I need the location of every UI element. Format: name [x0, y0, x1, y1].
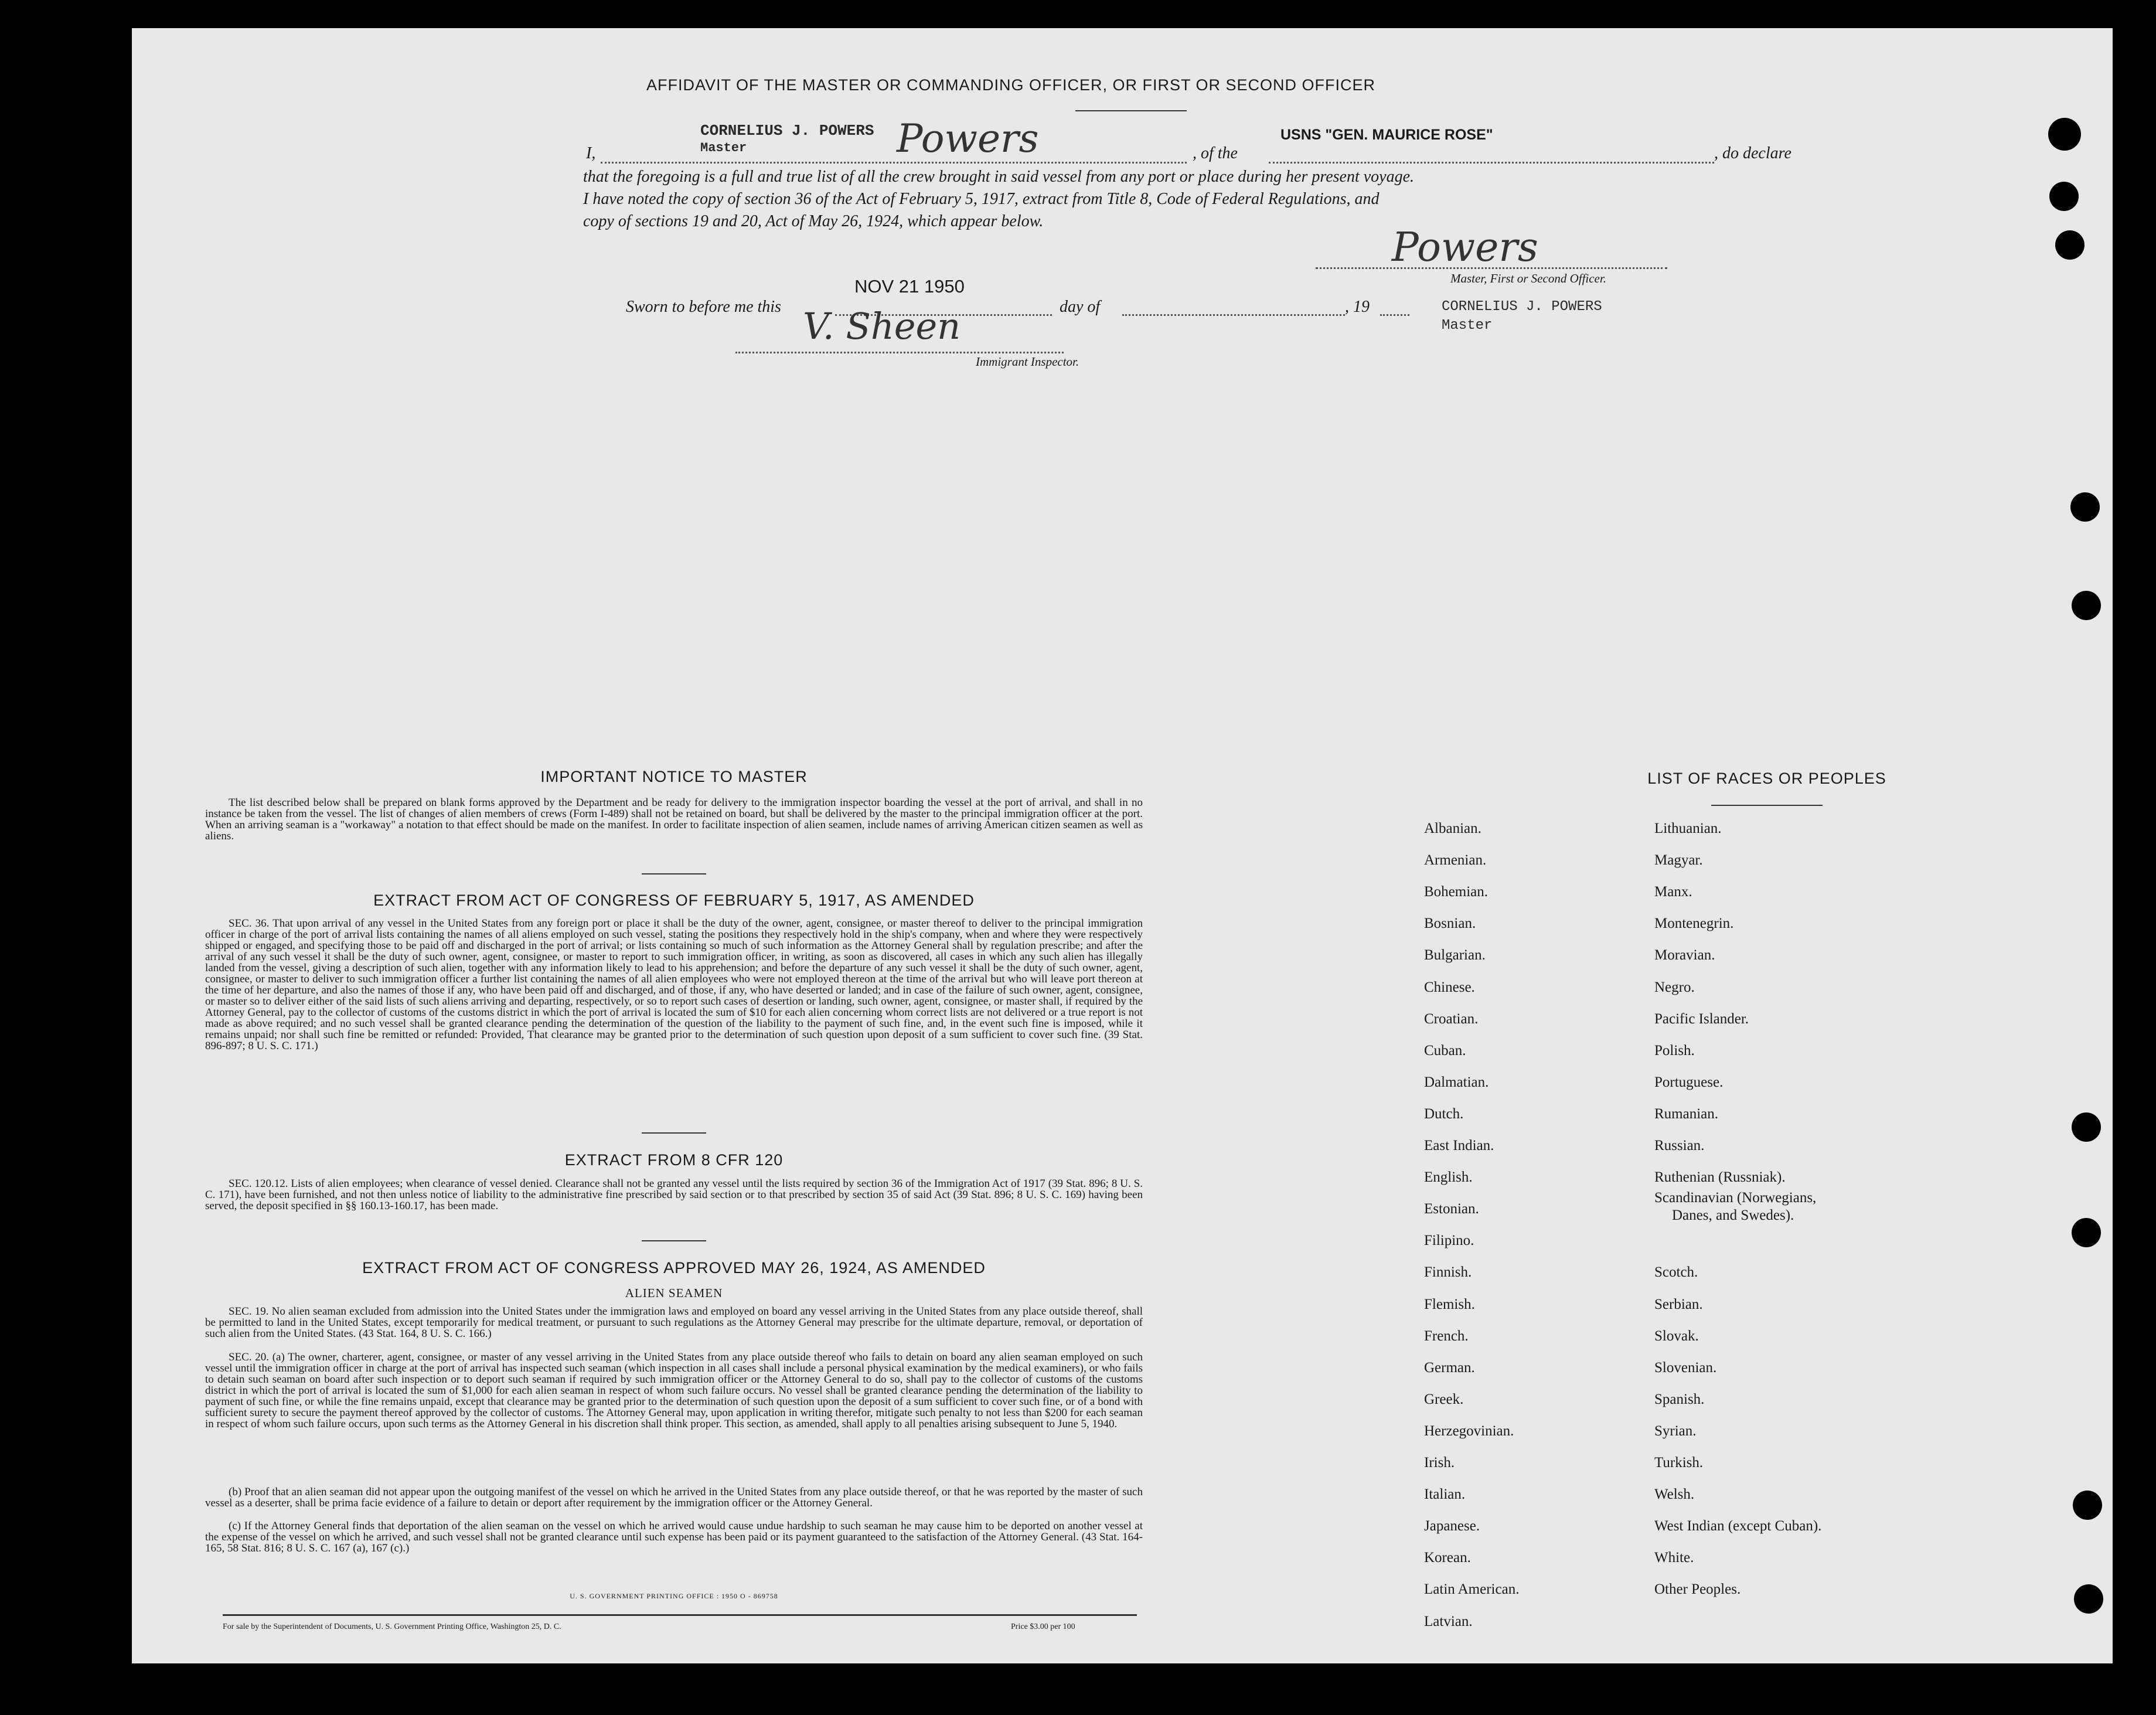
race-item: Korean.: [1424, 1550, 1471, 1566]
race-item: Japanese.: [1424, 1518, 1480, 1534]
affidavit-line-4: copy of sections 19 and 20, Act of May 26, 1924, which appear below.: [583, 212, 1044, 230]
race-item: English.: [1424, 1169, 1473, 1186]
title-divider: [1075, 110, 1187, 111]
race-item: Armenian.: [1424, 852, 1487, 869]
race-item: Welsh.: [1654, 1486, 1695, 1503]
race-item: Filipino.: [1424, 1233, 1474, 1249]
notice-title: IMPORTANT NOTICE TO MASTER: [540, 768, 808, 785]
punch-hole: [2072, 591, 2101, 620]
stamp2-rank: Master: [1442, 318, 1493, 334]
document-page: [132, 28, 2113, 1663]
races-title-divider: [1711, 805, 1823, 806]
race-item: German.: [1424, 1359, 1475, 1376]
footer-rule: [223, 1614, 1137, 1616]
race-item: Pacific Islander.: [1654, 1010, 1749, 1027]
section-divider: [642, 873, 706, 874]
race-item: Irish.: [1424, 1455, 1455, 1471]
race-item: Flemish.: [1424, 1296, 1475, 1312]
race-item: Finnish.: [1424, 1264, 1472, 1281]
extract-cfr-text: SEC. 120.12. Lists of alien employees; when clearance of vessel denied. Clearance shall not be granted any vessel until the lists required by section 36 of the Immigration Act of 1917 (39 Stat. 896; 8 U. S. C. 171), have been furnished, and not then unless notice of liability to the administrative fine prescribed by said section or to that prescribed by section 35 of said Act (39 Stat. 896; 8 U. S. C. 169) having been served, the deposit specified in §§ 160.13-160.17, has been made.: [205, 1178, 1143, 1212]
race-item: Herzegovinian.: [1424, 1423, 1514, 1439]
year-text: , 19: [1345, 298, 1370, 316]
extract-1924-p3: (b) Proof that an alien seaman did not appear upon the outgoing manifest of the vessel on which he arrived in the United States from any place outside thereof, or that he was reported by the master of such vessel as a deserter, shall be prima facie evidence of a failure to detain or deport after requirement by the immigration officer or the Attorney General.: [205, 1486, 1143, 1509]
extract-cfr-title: EXTRACT FROM 8 CFR 120: [564, 1151, 784, 1169]
stamp2-name: CORNELIUS J. POWERS: [1442, 299, 1602, 315]
price-text: Price $3.00 per 100: [1011, 1622, 1075, 1631]
sworn-text: Sworn to before me this: [626, 298, 781, 316]
race-item: Cuban.: [1424, 1042, 1466, 1059]
race-item: Magyar.: [1654, 852, 1703, 869]
extract-1924-p1: SEC. 19. No alien seaman excluded from admission into the United States under the immigration laws and employed on board any vessel arriving in the United States from any place outside thereof, shall be permitted to land in the United States, except temporarily for medical treatment, or pursuant to such regulations as the Attorney General may prescribe for the ultimate departure, removal, or deportation of such alien from the United States. (43 Stat. 164, 8 U. S. C. 166.): [205, 1305, 1143, 1340]
master-signature: Powers: [897, 116, 1039, 161]
notice-text: The list described below shall be prepared on blank forms approved by the Department and be ready for delivery to the immigration inspector boarding the vessel at the port of arrival, and shall in no instance be taken from the vessel. The list of changes of alien members of crews (Form I-489) shall not be retained on board, but shall be delivered by the master to the principal immigration officer at the port. When an arriving seaman is a "workaway" a notation to that effect should be made on the manifest. In order to facilitate inspection of alien seamen, include names of arriving American citizen seamen as well as aliens.: [205, 797, 1143, 842]
race-item: Albanian.: [1424, 821, 1481, 836]
race-item: Bulgarian.: [1424, 947, 1486, 964]
day-of-text: day of: [1060, 298, 1101, 316]
race-item: Scotch.: [1654, 1264, 1698, 1281]
race-item: Serbian.: [1654, 1296, 1703, 1312]
race-item: Spanish.: [1654, 1391, 1705, 1407]
stamped-name: CORNELIUS J. POWERS: [700, 122, 874, 139]
race-item: Bohemian.: [1424, 884, 1489, 900]
date-stamp: NOV 21 1950: [854, 276, 965, 297]
inspector-line: [735, 352, 1064, 353]
punch-hole: [2055, 230, 2085, 260]
gpo-imprint: U. S. GOVERNMENT PRINTING OFFICE : 1950 O - 869758: [570, 1592, 778, 1600]
punch-hole: [2070, 492, 2100, 522]
race-item: Bosnian.: [1424, 916, 1476, 932]
punch-hole: [2049, 182, 2079, 211]
inspector-caption: Immigrant Inspector.: [976, 355, 1079, 369]
punch-hole: [2072, 1218, 2101, 1247]
race-item: Dalmatian.: [1424, 1074, 1489, 1090]
race-item: Russian.: [1654, 1138, 1705, 1153]
affidavit-line-2: that the foregoing is a full and true list of all the crew brought in said vessel from any port or place during her present voyage.: [583, 168, 1415, 186]
extract-1924-subtitle: ALIEN SEAMEN: [625, 1286, 723, 1300]
race-item: Greek.: [1424, 1391, 1464, 1407]
race-item: Slovak.: [1654, 1328, 1699, 1344]
affidavit-i: I,: [586, 144, 596, 162]
extract-1917-text: SEC. 36. That upon arrival of any vessel in the United States from any foreign port or place it shall be the duty of the owner, agent, consignee, or master thereof to deliver to the principal immigration officer in charge of the port of arrival lists containing the names of all aliens employed on such vessel, stating the positions they respectively hold in the ship's company, when and where they were respectively shipped or engaged, and specifying those to be paid off and discharged in the port of arrival; or lists containing so much of such information as the Attorney General shall by regulation prescribe; and after the arrival of any such vessel it shall be the duty of such owner, agent, consignee, or master to report to such immigration officer, in writing, as soon as discovered, all cases in which any such alien has illegally landed from the vessel, giving a description of such alien, together with any information likely to lead to his apprehension; and before the departure of any such vessel it shall be the duty of such owner, agent, consignee, or master to deliver to such immigration officer a further list containing the names of all alien employees who were not employed thereon at the time of the arrival but who will leave port thereon at the time of her departure, and also the names of those if any, who have been paid off and discharged, and of those, if any, who have deserted or landed; and in case of the failure of such owner, agent, consignee, or master so to deliver either of the said lists of such aliens arriving and departing, respectively, or so to report such cases of desertion or landing, such owner, agent, consignee, or master shall, if required by the Attorney General, pay to the collector of customs of the customs district in which the port of arrival is located the sum of $10 for each alien concerning whom correct lists are not delivered or a true report is not made as above required; and no such vessel shall be granted clearance pending the determination of the question of the liability to the payment of such fine, and, in the event such fine is imposed, while it remains unpaid; nor shall such fine be remitted or refunded: Provided, That clearance may be granted prior to the determination of such question upon deposit of a sum sufficient to cover such fine. (39 Stat. 896-897; 8 U. S. C. 171.): [205, 917, 1143, 1052]
vessel-name: USNS "GEN. MAURICE ROSE": [1280, 127, 1493, 143]
extract-1924-title: EXTRACT FROM ACT OF CONGRESS APPROVED MAY 26, 1924, AS AMENDED: [362, 1259, 986, 1277]
race-item: Danes, and Swedes).: [1672, 1207, 1794, 1224]
affidavit-title: AFFIDAVIT OF THE MASTER OR COMMANDING OFFICER, OR FIRST OR SECOND OFFICER: [646, 76, 1376, 94]
master-signature-2: Powers: [1392, 224, 1538, 271]
punch-hole: [2073, 1491, 2102, 1520]
race-item: Latvian.: [1424, 1613, 1473, 1629]
race-item: Turkish.: [1654, 1455, 1704, 1471]
race-item: Portuguese.: [1654, 1074, 1724, 1090]
race-item: White.: [1654, 1550, 1694, 1566]
extract-1924-p2: SEC. 20. (a) The owner, charterer, agent, consignee, or master of any vessel arriving in the United States from any place outside thereof who fails to detain on board any alien seaman employed on such vessel until the immigration officer in charge at the port of arrival has inspected such seaman (which inspection in all cases shall include a personal physical examination by the medical examiners), or who fails to detain such seaman on board after such inspection or to deport such seaman if required by such immigration officer or the Attorney General to do so, shall pay to the collector of customs of the customs district in which the port of arrival is located the sum of $1,000 for each alien seaman in respect of whom such failure occurs. No vessel shall be granted clearance pending the determination of the liability to payment of such fine, or while the fine remains unpaid, except that clearance may be granted prior to the determination of such question upon the deposit of a sum sufficient to cover such fine, or of a bond with sufficient surety to secure the payment thereof approved by the collector of customs. The Attorney General may, upon application in writing therefor, mitigate such penalty to not less than $200 for each seaman in respect of whom such failure occurs, upon such terms as the Attorney General in his discretion shall think proper. This section, as amended, shall apply to all penalties arising subsequent to June 5, 1940.: [205, 1351, 1143, 1430]
year-line: [1380, 314, 1409, 316]
race-item: East Indian.: [1424, 1138, 1494, 1153]
punch-hole: [2072, 1112, 2101, 1142]
section-divider: [642, 1240, 706, 1241]
race-item: Slovenian.: [1654, 1359, 1717, 1376]
race-item: Moravian.: [1654, 947, 1715, 964]
month-line: [1122, 314, 1345, 316]
race-item: Lithuanian.: [1654, 821, 1722, 836]
of-the-text: , of the: [1193, 144, 1238, 162]
race-item: Latin American.: [1424, 1581, 1520, 1598]
extract-1924-p4: (c) If the Attorney General finds that deportation of the alien seaman on the vessel on which he arrived would cause undue hardship to such seaman he may cause him to be deported on another vessel at the expense of the vessel on which he arrived, and such vessel shall not be granted clearance until such expense has been paid or its payment guaranteed to the satisfaction of the Attorney General. (43 Stat. 164-165, 58 Stat. 816; 8 U. S. C. 167 (a), 167 (c).): [205, 1520, 1143, 1554]
sale-notice: For sale by the Superintendent of Documents, U. S. Government Printing Office, Washington 25, D. C.: [223, 1622, 561, 1631]
race-item: West Indian (except Cuban).: [1654, 1518, 1822, 1534]
section-divider: [642, 1132, 706, 1134]
extract-1917-title: EXTRACT FROM ACT OF CONGRESS OF FEBRUARY 5, 1917, AS AMENDED: [373, 891, 975, 909]
race-item: Syrian.: [1654, 1423, 1697, 1439]
race-item: French.: [1424, 1328, 1469, 1344]
master-signature-line: [1316, 267, 1667, 269]
race-item: Scandinavian (Norwegians,: [1654, 1190, 1817, 1206]
race-item: Montenegrin.: [1654, 916, 1734, 932]
race-item: Negro.: [1654, 979, 1695, 995]
master-caption: Master, First or Second Officer.: [1450, 271, 1606, 285]
name-line: [601, 162, 1187, 164]
race-item: Estonian.: [1424, 1201, 1479, 1217]
race-item: Chinese.: [1424, 979, 1475, 995]
race-item: Polish.: [1654, 1042, 1695, 1059]
race-item: Manx.: [1654, 884, 1692, 900]
do-declare-text: , do declare: [1714, 144, 1791, 162]
race-item: Rumanian.: [1654, 1105, 1719, 1122]
affidavit-line-3: I have noted the copy of section 36 of the Act of February 5, 1917, extract from Title 8, Code of Federal Regulations, and: [583, 190, 1380, 208]
race-item: Ruthenian (Russniak).: [1654, 1169, 1786, 1186]
race-item: Other Peoples.: [1654, 1581, 1741, 1598]
punch-hole: [2048, 118, 2081, 151]
race-item: Dutch.: [1424, 1105, 1464, 1122]
race-item: Croatian.: [1424, 1010, 1479, 1027]
punch-hole: [2074, 1584, 2103, 1614]
vessel-line: [1269, 162, 1714, 164]
stamped-rank: Master: [700, 141, 747, 155]
inspector-signature: V. Sheen: [803, 305, 961, 348]
race-item: Italian.: [1424, 1486, 1466, 1503]
races-title: LIST OF RACES OR PEOPLES: [1647, 770, 1886, 787]
